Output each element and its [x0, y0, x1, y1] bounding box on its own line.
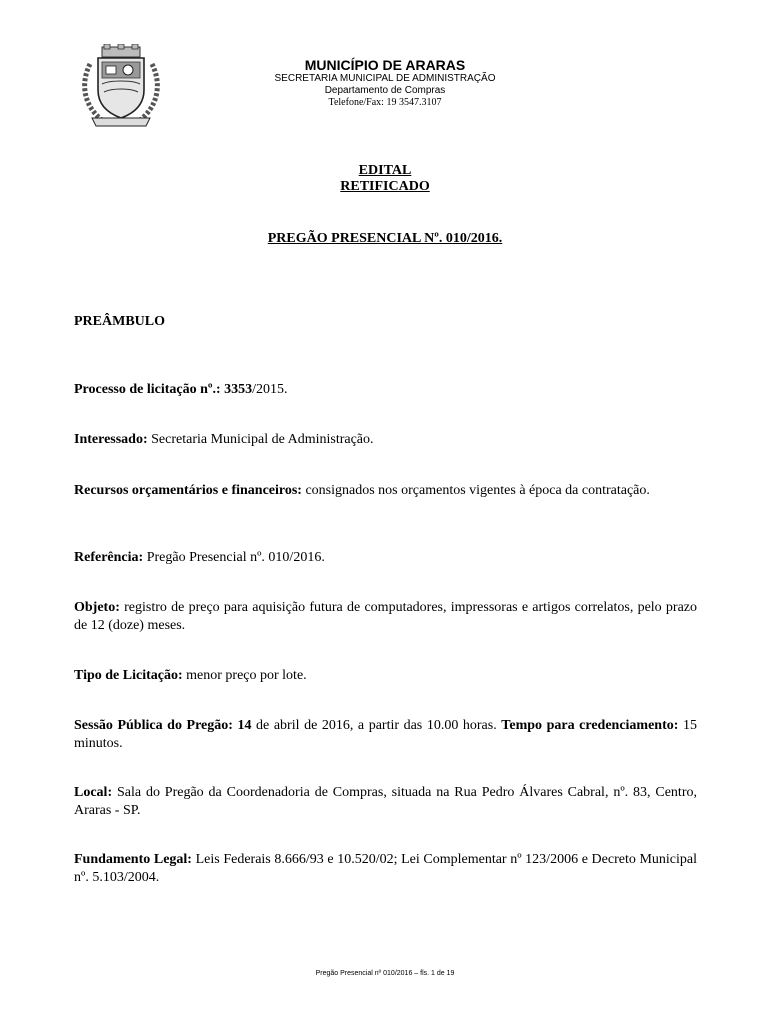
field-value: /2015. — [252, 382, 288, 397]
field-referencia — [74, 549, 697, 567]
preamble-heading: PREÂMBULO — [74, 314, 165, 329]
field-processo — [74, 381, 697, 399]
field-sessao — [74, 717, 697, 752]
field-label: Processo de licitação nº.: 3353 — [74, 382, 253, 397]
document-title: EDITAL — [358, 163, 412, 178]
field-value: Sala do Pregão da Coordenadoria de Compras, situada na Rua Pedro Álvares Cabral, nº. 83, Centro, Araras - SP. — [74, 785, 697, 818]
field-local — [74, 784, 697, 819]
field-value: menor preço por lote. — [182, 668, 307, 683]
field-interessado — [74, 431, 697, 449]
field-value: de abril de 2016, a partir das 10.00 horas. — [251, 718, 502, 733]
document-subtitle: RETIFICADO — [340, 179, 430, 194]
phone-number: Telefone/Fax: 19 3547.3107 — [328, 97, 442, 108]
crest-icon — [80, 44, 162, 130]
field-value-2: 15 minutos. — [74, 718, 697, 751]
organization-name: MUNICÍPIO DE ARARAS — [304, 57, 466, 73]
field-label: Sessão Pública do Pregão: 14 — [74, 718, 252, 733]
field-label: Tipo de Licitação: — [74, 668, 183, 683]
secretariat-name: SECRETARIA MUNICIPAL DE ADMINISTRAÇÃO — [274, 73, 496, 84]
field-label: Fundamento Legal: — [74, 852, 192, 867]
field-fundamento — [74, 851, 697, 886]
field-recursos — [74, 482, 697, 500]
field-value: Pregão Presencial nº. 010/2016. — [143, 550, 325, 565]
field-label-2: Tempo para credenciamento: — [501, 718, 679, 733]
field-tipo — [74, 667, 697, 685]
field-label: Interessado: — [74, 432, 148, 447]
field-label: Recursos orçamentários e financeiros: — [74, 483, 302, 498]
field-label: Referência: — [74, 550, 144, 565]
field-objeto — [74, 599, 697, 634]
field-value: consignados nos orçamentos vigentes à época da contratação. — [301, 483, 650, 498]
field-label: Objeto: — [74, 600, 120, 615]
process-title: PREGÃO PRESENCIAL Nº. 010/2016. — [267, 231, 503, 246]
department-name: Departamento de Compras — [324, 85, 446, 96]
field-value: Secretaria Municipal de Administração. — [147, 432, 374, 447]
field-label: Local: — [74, 785, 113, 800]
field-value: registro de preço para aquisição futura de computadores, impressoras e artigos correlatos, pelo prazo de 12 (doze) meses. — [74, 600, 697, 633]
field-value: Leis Federais 8.666/93 e 10.520/02; Lei Complementar nº 123/2006 e Decreto Municipal nº. 5.103/2004. — [74, 852, 698, 885]
page-footer: Pregão Presencial nº 010/2016 – fls. 1 de 19 — [315, 970, 455, 977]
